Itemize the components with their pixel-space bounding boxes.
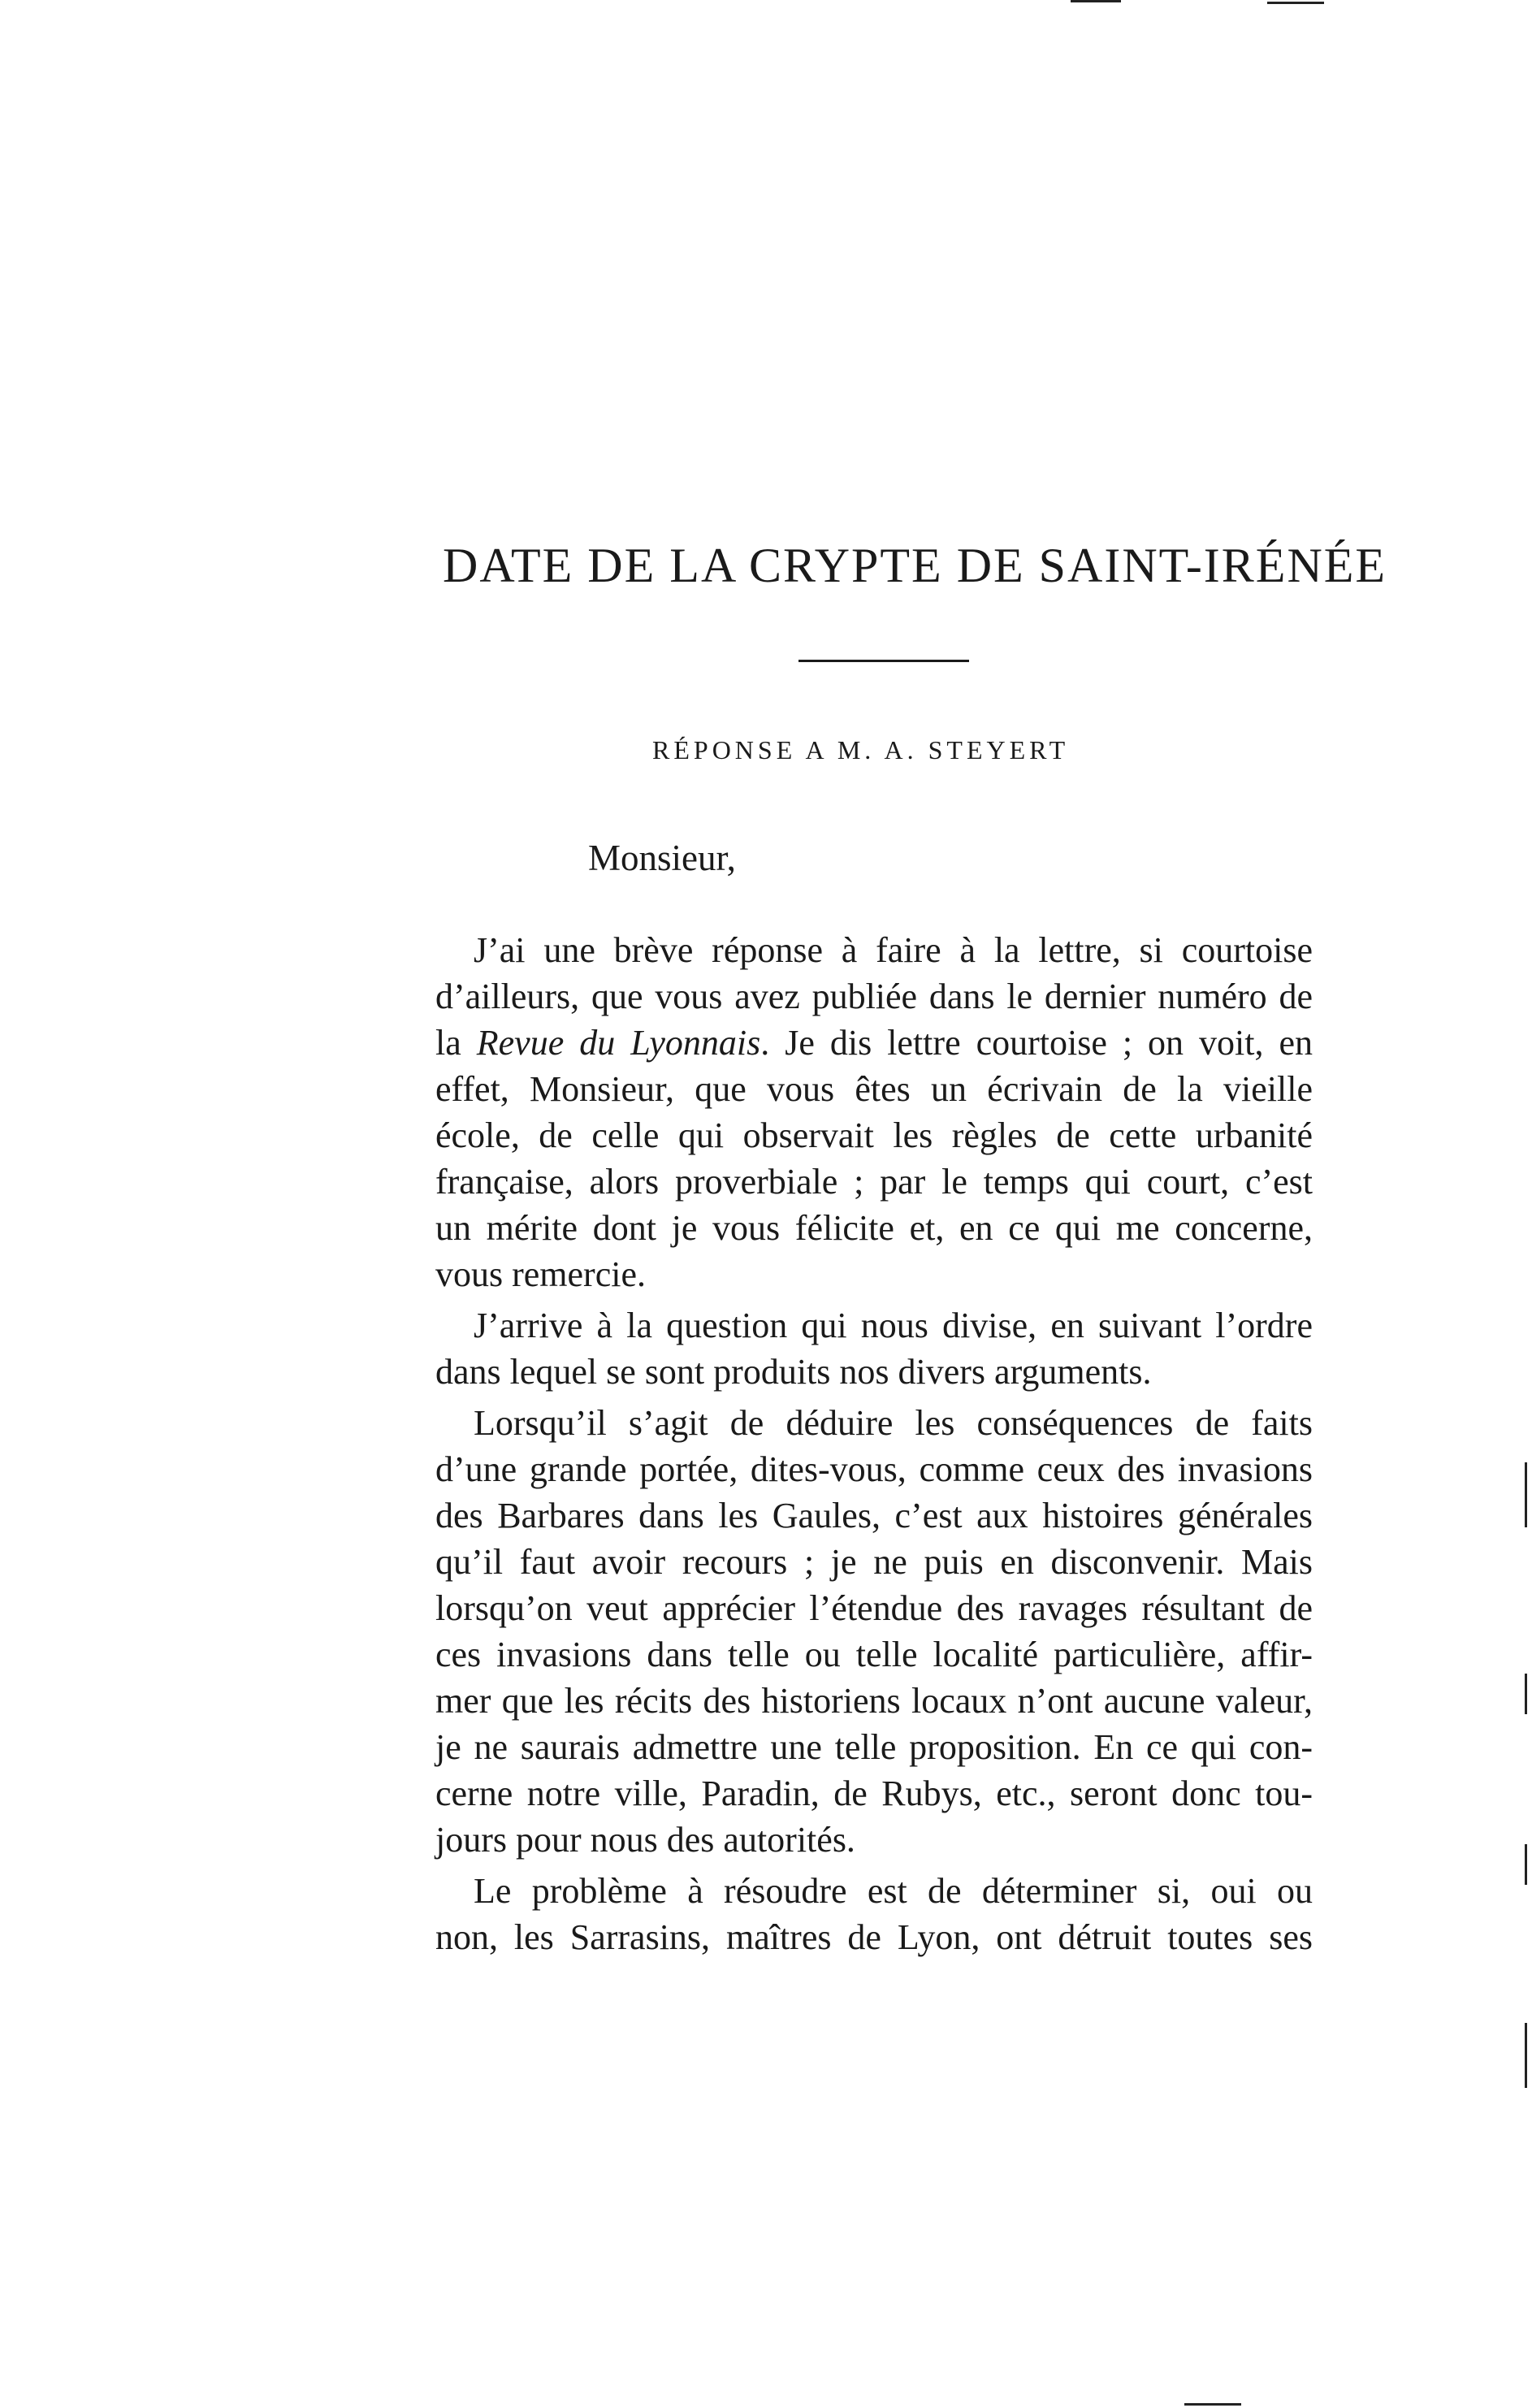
text-line: école, de celle qui observait les règles de cette urbanité — [435, 1115, 1313, 1155]
scan-artifact-right-1 — [1525, 1462, 1527, 1527]
text-line: J’ai une brève réponse à faire à la lettre, si courtoise — [474, 930, 1313, 970]
letter-salutation: Monsieur, — [588, 838, 736, 878]
title-divider — [798, 660, 969, 662]
text-segment: . Je dis lettre courtoise ; on voit, en — [760, 1023, 1313, 1063]
text-line: dans lequel se sont produits nos divers arguments. — [435, 1352, 1152, 1392]
text-line: non, les Sarrasins, maîtres de Lyon, ont détruit toutes ses — [435, 1917, 1313, 1957]
text-line: Le problème à résoudre est de déterminer si, oui ou — [474, 1871, 1313, 1911]
text-line: effet, Monsieur, que vous êtes un écrivain de la vieille — [435, 1069, 1313, 1109]
text-line: des Barbares dans les Gaules, c’est aux histoires générales — [435, 1496, 1313, 1535]
scan-artifact-right-4 — [1525, 2023, 1527, 2088]
text-line: d’ailleurs, que vous avez publiée dans le dernier numéro de — [435, 977, 1313, 1016]
text-line: je ne saurais admettre une telle proposition. En ce qui con- — [435, 1727, 1313, 1767]
journal-title: Revue du Lyonnais — [476, 1023, 761, 1063]
text-line — [435, 1025, 1313, 1061]
text-line: d’une grande portée, dites-vous, comme ceux des invasions — [435, 1449, 1313, 1489]
text-line: cerne notre ville, Paradin, de Rubys, etc., seront donc tou- — [435, 1774, 1313, 1813]
scan-artifact-top-1 — [1071, 0, 1121, 2]
text-line: ces invasions dans telle ou telle localité particulière, affir- — [435, 1635, 1313, 1674]
scan-artifact-bottom-1 — [1184, 2403, 1241, 2406]
text-line: un mérite dont je vous félicite et, en ce qui me concerne, — [435, 1208, 1313, 1248]
text-line: jours pour nous des autorités. — [435, 1820, 855, 1860]
scan-artifact-right-2 — [1525, 1674, 1527, 1714]
text-line: vous remercie. — [435, 1254, 646, 1294]
text-line: qu’il faut avoir recours ; je ne puis en disconvenir. Mais — [435, 1542, 1313, 1582]
text-line: Lorsqu’il s’agit de déduire les conséquences de faits — [474, 1403, 1313, 1443]
text-line: J’arrive à la question qui nous divise, en suivant l’ordre — [474, 1306, 1313, 1345]
text-segment: la — [435, 1023, 461, 1063]
page-title: DATE DE LA CRYPTE DE SAINT-IRÉNÉE — [443, 539, 1387, 592]
text-line: française, alors proverbiale ; par le temps qui court, c’est — [435, 1162, 1313, 1202]
page-subtitle: RÉPONSE A M. A. STEYERT — [652, 735, 1070, 764]
scan-artifact-right-3 — [1525, 1844, 1527, 1885]
scan-artifact-top-2 — [1267, 2, 1324, 4]
text-line: mer que les récits des historiens locaux n’ont aucune valeur, — [435, 1681, 1313, 1721]
text-line: lorsqu’on veut apprécier l’étendue des ravages résultant de — [435, 1588, 1313, 1628]
